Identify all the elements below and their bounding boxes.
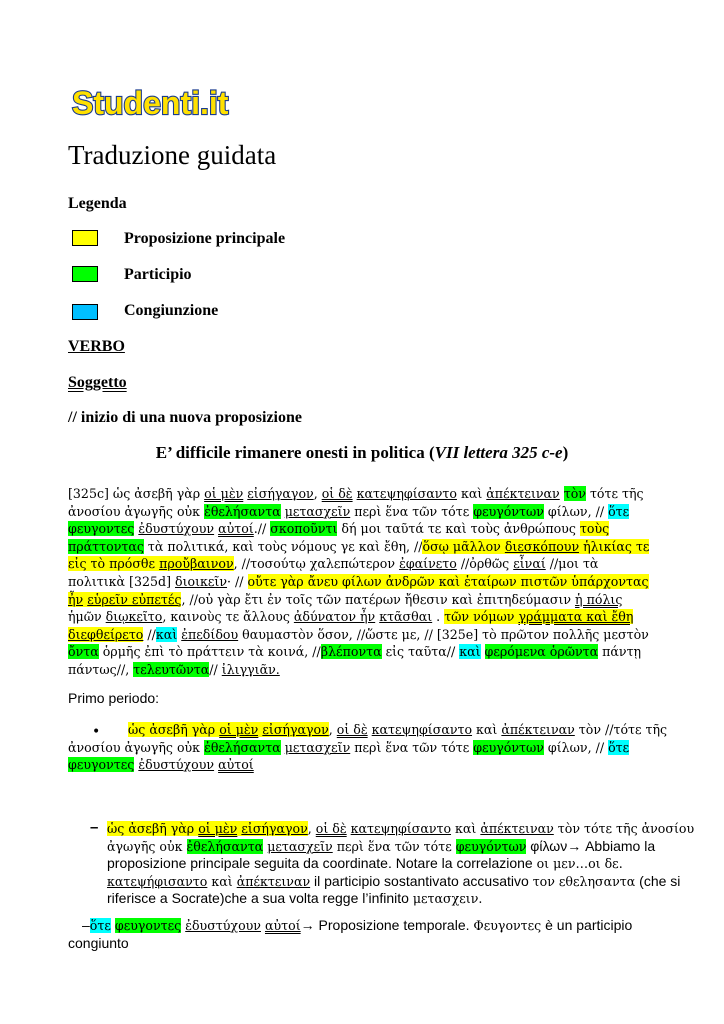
principal-highlight: εἰς τὸ πρόσθε	[68, 556, 156, 572]
verb: ἀπέκτειναν	[501, 722, 575, 737]
text: πολιτικὰ [325d]	[68, 573, 175, 589]
legend-swatch-participio	[72, 266, 98, 282]
greek-line	[68, 555, 658, 573]
primo-periodo-label: Primo periodo:	[68, 690, 160, 706]
participle-highlight: φευγοντες	[68, 521, 135, 537]
text: ὁρμῆς ἐπὶ τὸ πράττειν τὰ κοινά, //	[98, 644, 321, 660]
participle-highlight: ὄντα	[68, 644, 99, 660]
text: φίλων, //	[543, 503, 609, 519]
greek-line	[68, 626, 658, 644]
conjunction-highlight: ὅτε	[608, 503, 630, 519]
section-title-italic: VII lettera 325 c-e	[434, 443, 563, 462]
verb: εὑρεῖν εὐπετές	[87, 591, 182, 607]
verb: μετασχεῖν	[267, 838, 333, 854]
text: τὰ πολιτικά, καὶ τοὺς νόμους γε καὶ ἔθη, //	[143, 538, 423, 554]
text: περὶ ἕνα τῶν τότε	[332, 838, 456, 854]
text: θαυμαστὸν ὅσον, //ὥστε με, // [325e] τὸ πρῶτον πολλῆς μεστὸν	[238, 626, 649, 642]
verb: εἰσήγαγον	[262, 722, 329, 737]
greek-line	[68, 538, 658, 556]
verb: κατεψηφίσαντο	[371, 722, 473, 737]
text: ἀγωγῆς οὐκ	[107, 838, 187, 854]
greek-line	[68, 721, 668, 739]
page-title: Traduzione guidata	[68, 140, 277, 170]
subject: οἱ δὲ	[315, 821, 347, 836]
greek-line	[82, 917, 672, 935]
text: τότε τῆς	[585, 486, 644, 501]
text: , //οὐ γὰρ ἔτι ἐν τοῖς τῶν πατέρων ἤθεσιν καὶ ἐπιτηδεύμασιν	[181, 591, 576, 607]
text: καὶ	[472, 722, 502, 737]
verb: εἰσήγαγον	[241, 821, 308, 836]
legend-swatch-principale	[72, 230, 98, 246]
greek-line	[68, 661, 658, 679]
text: //	[143, 626, 156, 642]
text: πάντως//,	[68, 661, 134, 677]
logo-text: Studenti.it	[72, 85, 229, 120]
text: ἀνοσίου ἀγωγῆς οὐκ	[68, 503, 205, 519]
participle-highlight: τὸν	[563, 486, 586, 501]
participle-highlight: φερόμενα ὁρῶντα	[484, 644, 599, 660]
participle-highlight: ἐθελήσαντα	[204, 739, 281, 755]
verb: κτᾶσθαι	[379, 609, 433, 625]
subject: οἱ μὲν	[198, 821, 238, 836]
comment-text: è un participio	[541, 917, 633, 933]
verb: ἐπεδίδου	[181, 626, 239, 642]
text: ,	[307, 821, 316, 836]
text: //ὀρθῶς	[456, 556, 514, 572]
principal-highlight: ὅσῳ μᾶλλον	[422, 538, 501, 554]
verb: ἐφαίνετο	[399, 556, 457, 572]
text: δή μοι ταῦτά τε καὶ τοὺς ἀνθρώπους	[337, 521, 580, 537]
comment-line	[107, 890, 667, 908]
greek-passage	[68, 485, 658, 679]
text: εἰς ταῦτα//	[381, 644, 460, 660]
greek-line	[68, 591, 658, 609]
text: καὶ	[456, 486, 487, 501]
principal-highlight: τοὺς	[579, 521, 610, 537]
participle-highlight: ἐθελήσαντα	[186, 838, 264, 854]
principal-highlight: ὡς ἀσεβῆ γὰρ	[128, 722, 220, 737]
text: [325c] ὡς ἀσεβῆ γὰρ	[68, 486, 205, 501]
verb: ἀπέκτειναν	[480, 821, 554, 836]
text: περὶ ἕνα τῶν τότε	[350, 503, 474, 519]
greek-inline: τον εθελησαντα	[532, 873, 636, 889]
legend-verbo: VERBO	[68, 338, 125, 355]
verb: κατεψηφίσαντο	[350, 821, 452, 836]
legend-soggetto: Soggetto	[68, 374, 127, 391]
participle-highlight: φευγόντων	[473, 739, 544, 755]
verb: ἀδύνατον ἦν	[293, 609, 376, 625]
subject: οἱ δὲ	[321, 486, 353, 501]
participle-highlight: βλέποντα	[320, 644, 382, 660]
text: περὶ ἕνα τῶν τότε	[350, 739, 474, 755]
text: καὶ	[451, 821, 481, 836]
text: φίλων, //	[543, 739, 609, 755]
verb: εἶναί	[513, 556, 546, 572]
text: , καινοὺς τε ἄλλους	[162, 609, 294, 625]
dash-analysis	[107, 820, 695, 908]
dash-symbol: –	[82, 917, 90, 933]
comment-text: → Proposizione temporale.	[300, 917, 474, 933]
legend-label-congiunzione: Congiunzione	[124, 302, 219, 319]
principal-highlight: ἡλικίας τε	[583, 538, 650, 554]
text: //μοι τὰ	[545, 556, 599, 572]
greek-line	[68, 503, 658, 521]
bullet-symbol: •	[92, 724, 101, 740]
comment-line	[68, 935, 672, 953]
section-title	[0, 443, 724, 463]
verb: κατεψηφίσαντο	[356, 486, 457, 501]
text: τὸν //τότε τῆς	[574, 722, 668, 737]
verb: ἐδυστύχουν	[185, 918, 261, 933]
comment-text: proposizione principale seguita da coordinate. Notare la correlazione	[107, 855, 537, 872]
text: .//	[253, 521, 271, 537]
dash-analysis-2	[68, 917, 672, 952]
dash-symbol: –	[90, 819, 99, 836]
subject: ἡ πόλις	[575, 591, 623, 607]
comment-text: il participio sostantivato accusativo	[310, 872, 533, 889]
comment-line	[107, 872, 681, 891]
verb: μετασχεῖν	[284, 739, 351, 755]
principal-highlight: τῶν νόμων	[444, 609, 519, 625]
participle-highlight: φευγόντων	[455, 838, 527, 854]
verb: κατεψήφισαντο	[107, 873, 208, 889]
text: //	[209, 661, 222, 677]
participle-highlight: φευγόντων	[473, 503, 544, 519]
verb: εἰσήγαγον	[247, 486, 314, 501]
verb: διεφθείρετο	[68, 626, 144, 642]
text: · //	[227, 573, 248, 589]
subject: οἱ μὲν	[219, 722, 259, 737]
subject: αὐτοί	[264, 918, 301, 933]
greek-inline: μετασχειν.	[412, 891, 483, 907]
conjunction-highlight: καὶ	[155, 626, 178, 642]
participle-highlight: σκοποῦντι	[270, 521, 338, 537]
section-title-main: E’ difficile rimanere onesti in politica (	[155, 443, 435, 462]
bullet-analysis	[68, 721, 668, 774]
legend-inizio: // inizio di una nuova proposizione	[68, 409, 302, 426]
section-title-close: )	[562, 443, 569, 462]
participle-highlight: τελευτῶντα	[133, 661, 210, 677]
verb: ἀπέκτειναν	[236, 873, 311, 889]
greek-line	[68, 756, 658, 774]
comment-text: (che si	[635, 872, 681, 889]
text: , //τοσούτῳ χαλεπώτερον	[233, 556, 400, 572]
text: ἡμῶν	[68, 609, 106, 625]
text: .	[432, 609, 445, 625]
text: πάντῃ	[598, 644, 642, 660]
legend-label-participio: Participio	[124, 266, 192, 283]
comment-line	[107, 855, 667, 873]
text	[481, 644, 485, 659]
greek-inline: Φευγοντες	[473, 918, 542, 933]
studenti-logo[interactable]	[68, 84, 246, 120]
verb: ἐδυστύχουν	[138, 757, 215, 773]
subject: οἱ μὲν	[204, 486, 244, 501]
comment-text: φίλων→ Abbiamo la	[526, 837, 656, 854]
subject: αὐτοί	[218, 757, 254, 773]
verb: ἦν	[68, 591, 84, 607]
greek-inline: οι μεν…οι δε.	[536, 856, 623, 872]
greek-line	[68, 573, 658, 591]
principal-highlight: οὔτε γὰρ ἄνευ φίλων ἀνδρῶν καὶ ἑταίρων πιστῶν ὑπάρχοντας	[247, 573, 649, 589]
comment-text: congiunto	[68, 934, 129, 951]
verb: ἰλιγγιᾶν.	[221, 661, 280, 677]
participle-highlight: πράττοντας	[68, 538, 144, 554]
greek-line	[68, 739, 658, 757]
subject: αὐτοί	[218, 521, 254, 537]
comment-text: riferisce a Socrate)che a sua volta regge l’infinito	[107, 890, 413, 907]
verb: διῳκεῖτο	[105, 609, 163, 625]
participle-highlight: ἐθελήσαντα	[204, 503, 281, 519]
subject: οἱ δὲ	[336, 722, 368, 737]
greek-line	[107, 838, 667, 856]
principal-highlight: ὡς ἀσεβῆ γὰρ	[107, 821, 199, 836]
conjunction-highlight: ὅτε	[608, 739, 630, 755]
greek-line	[68, 608, 658, 626]
conjunction-highlight: καὶ	[459, 644, 481, 660]
text: ,	[328, 722, 337, 737]
verb: ἐδυστύχουν	[138, 521, 215, 537]
participle-highlight: φευγοντες	[114, 918, 182, 933]
legend-swatch-congiunzione	[72, 304, 98, 320]
verb: διεσκόπουν	[504, 538, 580, 554]
text: ἀνοσίου ἀγωγῆς οὐκ	[68, 739, 205, 755]
conjunction-highlight: ὅτε	[89, 918, 111, 933]
legend-heading: Legenda	[68, 195, 127, 212]
text: τὸν τότε τῆς ἀνοσίου	[553, 821, 695, 836]
verb: μετασχεῖν	[284, 503, 351, 519]
greek-line	[68, 485, 658, 503]
greek-line	[68, 643, 658, 661]
verb: προὔβαινον	[159, 556, 234, 572]
verb: ἀπέκτειναν	[486, 486, 560, 501]
legend-label-principale: Proposizione principale	[124, 230, 286, 247]
subject: γράμματα καὶ ἔθη	[518, 609, 634, 625]
greek-line	[107, 820, 695, 838]
verb: διοικεῖν	[175, 573, 228, 589]
text: καὶ	[207, 873, 237, 889]
greek-line	[68, 520, 658, 538]
participle-highlight: φευγοντες	[68, 757, 135, 773]
text: ,	[313, 486, 322, 501]
